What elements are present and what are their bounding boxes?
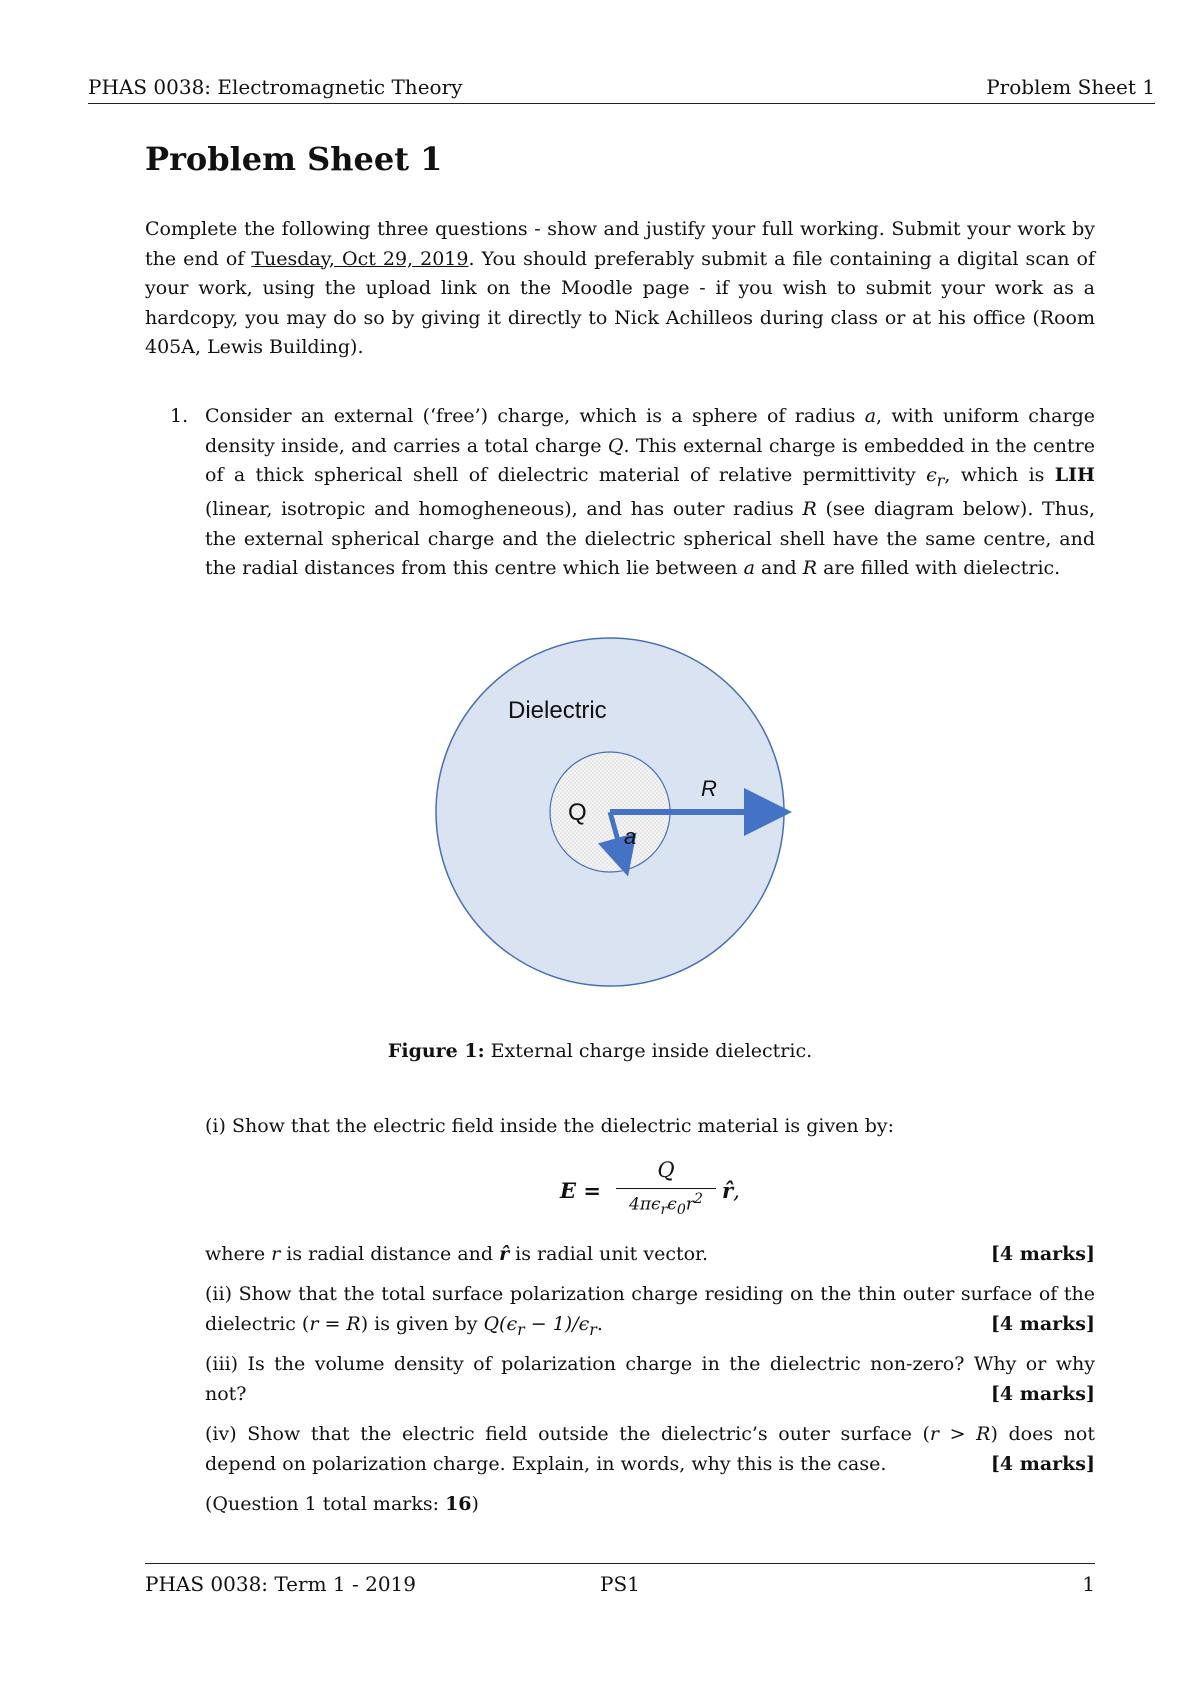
ii-expr-sub2: r xyxy=(589,1319,597,1339)
ii-text-a: (ii) Show that the total surface polarization charge residing on the thin outer surface of the dielectric ( xyxy=(205,1283,1095,1335)
ii-condition: r = R xyxy=(309,1312,361,1335)
lih-term: LIH xyxy=(1054,464,1095,486)
header-course: PHAS 0038: Electromagnetic Theory xyxy=(88,75,463,99)
intro-post: . You should preferably submit a file containing a digital scan of your work, using the upload link on the Moodle page - if you wish to submit your work as a hardcopy, you may do so by giving it directly to Nick Achilleos during class or at his office (Room 405A, Lewis Building). xyxy=(145,247,1095,358)
eq-fraction xyxy=(616,1158,716,1218)
figure-caption xyxy=(0,1040,1200,1062)
part-iv-marks: [4 marks] xyxy=(990,1452,1095,1475)
page-title: Problem Sheet 1 xyxy=(145,140,443,178)
var-epsilon: ϵ xyxy=(926,464,937,486)
where-rhat: r̂ xyxy=(499,1243,510,1265)
part-iv xyxy=(205,1420,1095,1479)
footer-term: PHAS 0038: Term 1 - 2019 xyxy=(145,1572,416,1596)
ii-expr: Q(ϵ xyxy=(483,1312,518,1335)
eq-den-a: 4πϵ xyxy=(629,1194,661,1215)
footer-sheet-code: PS1 xyxy=(600,1572,640,1596)
question-1 xyxy=(170,402,1095,584)
ii-text-c: . xyxy=(596,1312,603,1335)
deadline-date: Tuesday, Oct 29, 2019 xyxy=(251,247,469,270)
intro-paragraph xyxy=(145,215,1095,363)
total-a: (Question 1 total marks: xyxy=(205,1493,446,1515)
where-b: is radial distance and xyxy=(280,1243,500,1265)
eq-den-c: r xyxy=(685,1194,694,1215)
caption-label: Figure 1: xyxy=(387,1040,485,1062)
q1-text-f: (see diagram below). Thus, the external spherical charge and the dielectric spherical shell have the same centre, and the radial distances from this centre which lie between xyxy=(205,498,1095,580)
q1-text-e: (linear, isotropic and homogheneous), and has outer radius xyxy=(205,498,803,521)
iv-condition: r > R xyxy=(929,1423,991,1445)
part-i-where xyxy=(205,1240,1095,1270)
eq-numerator: Q xyxy=(657,1158,675,1182)
header-sheet: Problem Sheet 1 xyxy=(986,75,1155,99)
running-footer xyxy=(145,1563,1095,1596)
var-a-2: a xyxy=(743,557,755,580)
running-header xyxy=(88,72,1155,104)
q1-text-b: , with uniform charge density inside, and carries a total charge xyxy=(205,405,1095,457)
part-iii xyxy=(205,1350,1095,1409)
eq-comma: , xyxy=(733,1179,740,1203)
var-r-outer-2: R xyxy=(802,557,818,580)
eq-lhs: E = xyxy=(560,1178,601,1203)
where-c: is radial unit vector. xyxy=(509,1243,709,1265)
ii-text-b: ) is given by xyxy=(360,1312,484,1335)
iii-text: (iii) Is the volume density of polarization charge in the dielectric non-zero? Why or why not? xyxy=(205,1353,1095,1405)
radius-a-label: a xyxy=(624,824,637,849)
var-a: a xyxy=(864,405,877,427)
ii-expr-mid: − 1)/ϵ xyxy=(524,1312,590,1335)
intro-pre: Complete the following three questions - show and justify your full working. Submit your work by the end of xyxy=(145,218,1095,270)
eq-den-sup: 2 xyxy=(693,1191,703,1207)
q1-text-g: and xyxy=(754,557,803,580)
part-ii xyxy=(205,1280,1095,1344)
eq-den-sub2: 0 xyxy=(676,1202,686,1219)
question-number: 1. xyxy=(170,405,189,427)
charge-label: Q xyxy=(568,799,587,826)
caption-text: External charge inside dielectric. xyxy=(484,1040,813,1062)
q1-text-c: . This external charge is embedded in the centre of a thick spherical shell of dielectric material of relative permittivity xyxy=(205,434,1095,486)
eq-denominator xyxy=(616,1191,716,1218)
eq-den-sub: r xyxy=(660,1202,668,1219)
iv-text-b: ) does not depend on polarization charge. Explain, in words, why this is the case. xyxy=(205,1423,1095,1475)
eq-unit-vector xyxy=(722,1178,740,1203)
q1-text-a: Consider an external (‘free’) charge, which is a sphere of radius xyxy=(205,405,865,427)
part-ii-marks: [4 marks] xyxy=(990,1312,1095,1335)
electric-field-equation xyxy=(560,1158,800,1228)
part-i-marks: [4 marks] xyxy=(990,1243,1095,1265)
eq-fraction-bar xyxy=(616,1188,716,1189)
dielectric-label: Dielectric xyxy=(508,697,607,724)
q1-text-h: are filled with dielectric. xyxy=(817,557,1061,580)
total-marks: 16 xyxy=(445,1493,472,1515)
ii-expr-sub: r xyxy=(517,1319,525,1339)
eq-rhat: r̂ xyxy=(722,1178,734,1203)
iv-text-a: (iv) Show that the electric field outside the dielectric’s outer surface ( xyxy=(205,1423,930,1445)
q1-text-d: , which is xyxy=(944,464,1055,486)
radius-r-label: R xyxy=(701,776,717,801)
var-r-outer: R xyxy=(802,498,817,521)
page-number: 1 xyxy=(1082,1572,1095,1596)
part-i-prompt: (i) Show that the electric field inside the dielectric material is given by: xyxy=(205,1115,894,1137)
question-1-text xyxy=(205,402,1095,584)
eq-den-b: ϵ xyxy=(667,1194,677,1215)
question-total xyxy=(205,1490,1095,1520)
part-iii-marks: [4 marks] xyxy=(990,1382,1095,1405)
where-r: r xyxy=(271,1243,281,1265)
dielectric-diagram xyxy=(430,630,810,1010)
total-b: ) xyxy=(471,1493,479,1515)
var-q: Q xyxy=(607,434,624,457)
sub-r: r xyxy=(936,470,945,490)
where-a: where xyxy=(205,1243,272,1265)
